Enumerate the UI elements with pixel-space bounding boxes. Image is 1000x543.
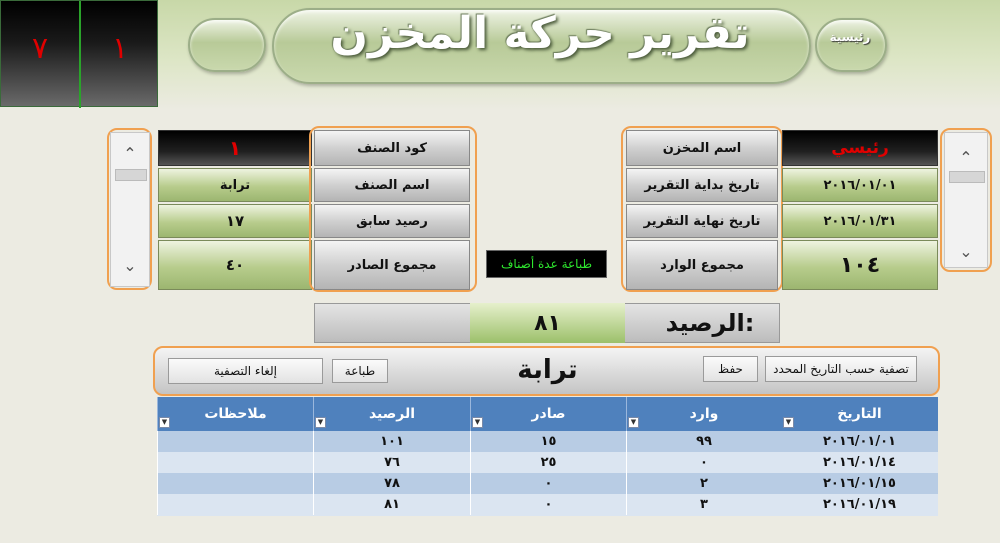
cell-in: ٢ xyxy=(626,473,781,494)
blank-pill-button[interactable] xyxy=(188,18,266,72)
cell-out: ٠ xyxy=(470,494,626,515)
prev-balance-label: رصيد سابق xyxy=(314,204,470,238)
scroll-down-icon[interactable]: ⌄ xyxy=(959,242,973,261)
table-row[interactable] xyxy=(157,473,938,494)
home-button[interactable] xyxy=(815,18,887,72)
left-scrollbar[interactable] xyxy=(110,132,150,287)
cell-date: ٢٠١٦/٠١/١٩ xyxy=(823,497,896,512)
page-title: تقرير حركة المخزن xyxy=(330,8,750,59)
cell-notes xyxy=(157,452,313,473)
cell-balance: ٧٦ xyxy=(313,452,470,473)
prev-balance-value: ١٧ xyxy=(158,204,312,238)
scroll-up-icon[interactable]: ⌃ xyxy=(959,148,973,167)
filter-by-date-button[interactable]: تصفية حسب التاريخ المحدد xyxy=(765,356,917,382)
counter-divider xyxy=(79,1,81,108)
scroll-down-icon[interactable]: ⌄ xyxy=(123,256,137,275)
warehouse-value: رئيسي xyxy=(782,130,938,166)
cell-notes xyxy=(157,494,313,515)
cell-in: ٠ xyxy=(626,452,781,473)
dropdown-arrow-icon[interactable]: ▼ xyxy=(472,417,483,428)
filter-active-icon[interactable]: ▼ xyxy=(783,417,794,428)
total-in-value: ١٠٤ xyxy=(782,240,938,290)
warehouse-label: اسم المخزن xyxy=(626,130,778,166)
item-code-label: كود الصنف xyxy=(314,130,470,166)
balance-value: ٨١ xyxy=(470,303,625,343)
home-button-label: رئيسية xyxy=(829,30,871,44)
column-header-notes: ملاحظات xyxy=(157,397,313,431)
scroll-thumb[interactable] xyxy=(115,169,147,181)
dropdown-arrow-icon[interactable]: ▼ xyxy=(628,417,639,428)
cell-out: ٠ xyxy=(470,473,626,494)
right-scrollbar[interactable] xyxy=(944,132,988,268)
cell-in: ٣ xyxy=(626,494,781,515)
column-header-out: صادر xyxy=(470,397,626,431)
end-date-value: ٢٠١٦/٠١/٣١ xyxy=(782,204,938,238)
selected-item-name: ترابة xyxy=(517,355,578,385)
total-out-label: مجموع الصادر xyxy=(314,240,470,290)
dropdown-arrow-icon[interactable]: ▼ xyxy=(315,417,326,428)
cell-in: ٩٩ xyxy=(626,431,781,452)
table-row[interactable] xyxy=(157,431,938,452)
cell-balance: ٧٨ xyxy=(313,473,470,494)
table-header xyxy=(157,397,938,431)
total-out-value: ٤٠ xyxy=(158,240,312,290)
print-multiple-items-button[interactable]: طباعة عدة أصناف xyxy=(486,250,607,278)
save-button[interactable]: حفظ xyxy=(703,356,758,382)
table-row[interactable] xyxy=(157,494,938,516)
start-date-label: تاريخ بداية التقرير xyxy=(626,168,778,202)
dropdown-arrow-icon[interactable]: ▼ xyxy=(159,417,170,428)
cell-out: ١٥ xyxy=(470,431,626,452)
column-header-balance: الرصيد xyxy=(313,397,470,431)
column-header-date: التاريخ xyxy=(837,406,882,422)
record-counter xyxy=(0,0,158,107)
counter-total: ٧ xyxy=(31,31,49,66)
cancel-filter-button[interactable]: إلغاء التصفية xyxy=(168,358,323,384)
cell-balance: ٨١ xyxy=(313,494,470,515)
cell-notes xyxy=(157,431,313,452)
print-button[interactable]: طباعة xyxy=(332,359,388,383)
scroll-thumb[interactable] xyxy=(949,171,985,183)
item-code-value: ١ xyxy=(158,130,312,166)
item-name-label: اسم الصنف xyxy=(314,168,470,202)
table-row[interactable] xyxy=(157,452,938,473)
counter-current: ١ xyxy=(111,31,129,66)
cell-out: ٢٥ xyxy=(470,452,626,473)
start-date-value: ٢٠١٦/٠١/٠١ xyxy=(782,168,938,202)
cell-date: ٢٠١٦/٠١/٠١ xyxy=(823,434,896,449)
item-name-value: ترابة xyxy=(158,168,312,202)
cell-balance: ١٠١ xyxy=(313,431,470,452)
balance-label: الرصيد: xyxy=(665,309,755,337)
end-date-label: تاريخ نهاية التقرير xyxy=(626,204,778,238)
cell-notes xyxy=(157,473,313,494)
cell-date: ٢٠١٦/٠١/١٥ xyxy=(823,476,896,491)
scroll-up-icon[interactable]: ⌃ xyxy=(123,144,137,163)
cell-date: ٢٠١٦/٠١/١٤ xyxy=(823,455,896,470)
column-header-in: وارد xyxy=(626,397,781,431)
total-in-label: مجموع الوارد xyxy=(626,240,778,290)
